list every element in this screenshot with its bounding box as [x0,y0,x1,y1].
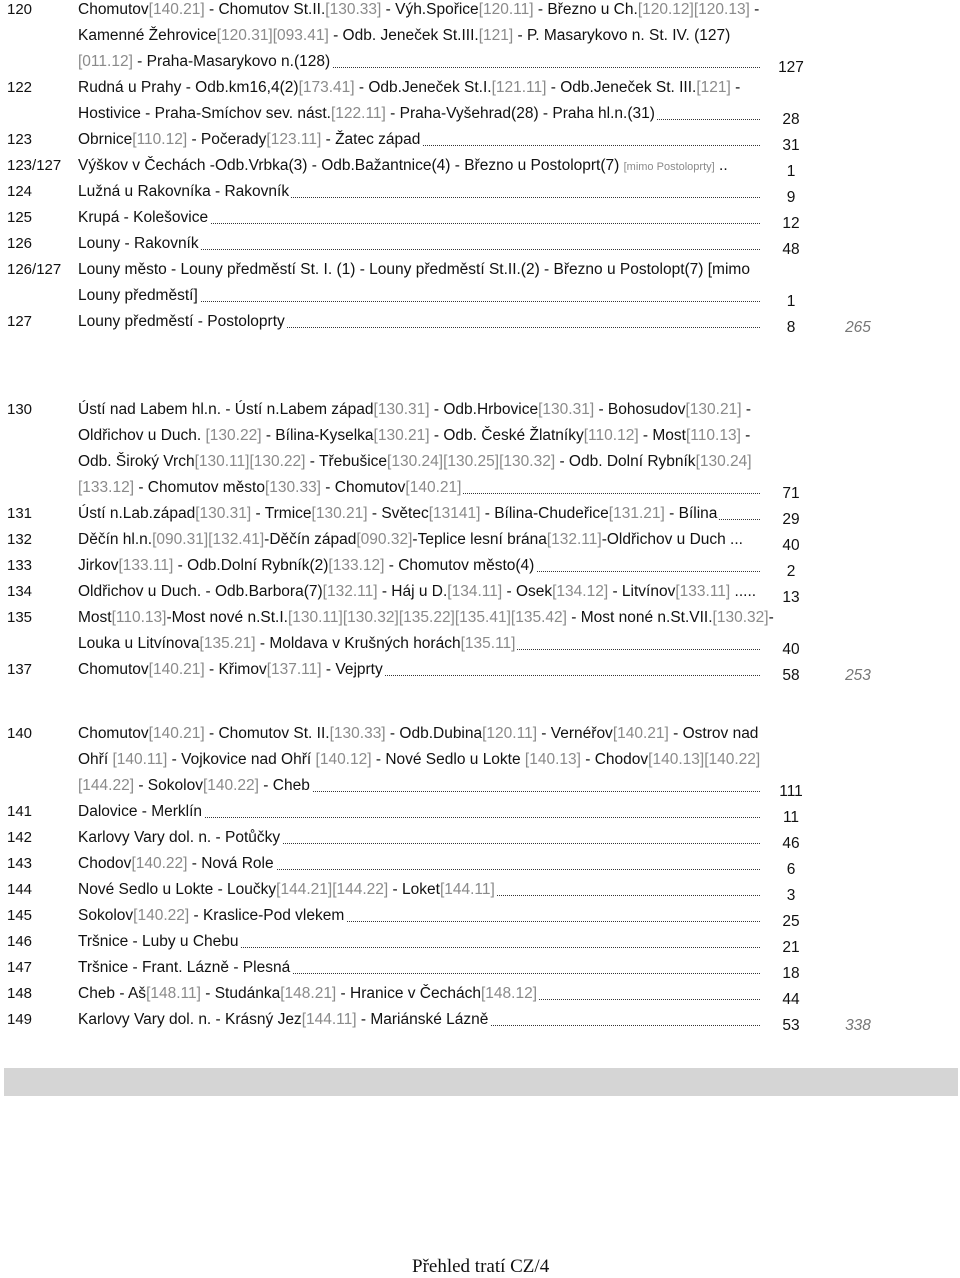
route-count: 12 [782,215,800,232]
route-count: 40 [782,641,800,658]
track-number: 127 [7,313,33,330]
route-count: 8 [786,319,796,336]
route-count: 1 [786,163,796,180]
track-route: Kamenné Žehrovice[120.31][093.41] - Odb. Jeneček St.III.[121] - P. Masarykovo n. St. IV. (127) [78,27,731,44]
route-count: 2 [786,563,796,580]
track-number: 144 [7,881,33,898]
track-route: Louny předměstí - Postoloprty [78,312,760,332]
route-count: 11 [782,809,800,826]
route-count: 29 [782,511,800,528]
route-count: 53 [782,1017,800,1034]
table-row [0,260,960,286]
table-row [0,750,960,776]
table-row [0,312,960,338]
table-row [0,958,960,984]
track-number: 142 [7,829,33,846]
route-count: 18 [782,965,800,982]
track-route: Karlovy Vary dol. n. - Potůčky [78,828,760,848]
table-row [0,634,960,660]
table-row [0,556,960,582]
table-row [0,452,960,478]
route-count: 13 [782,589,800,606]
route-count: 40 [782,537,800,554]
table-row [0,182,960,208]
route-count: 46 [782,835,800,852]
route-count: 127 [778,59,804,76]
table-row [0,208,960,234]
route-count: 21 [782,939,800,956]
track-number: 131 [7,505,33,522]
table-row [0,802,960,828]
table-row [0,234,960,260]
route-count: 3 [786,887,796,904]
track-route: Oldřichov u Duch. - Odb.Barbora(7)[132.11] - Háj u D.[134.11] - Osek[134.12] - Litvínov[133.11] ..... [78,583,757,600]
route-count: 28 [782,111,800,128]
track-route: Tršnice - Frant. Lázně - Plesná [78,958,760,978]
table-row [0,932,960,958]
track-route: Louny předměstí] [78,286,760,306]
track-route: Louny město - Louny předměstí St. I. (1) - Louny předměstí St.II.(2) - Březno u Postolopt(7) [mimo [78,261,750,278]
table-row [0,724,960,750]
track-number: 120 [7,1,33,18]
table-row [0,478,960,504]
track-route: Ohří [140.11] - Vojkovice nad Ohří [140.12] - Nové Sedlo u Lokte [140.13] - Chodov[140.13][140.22] [78,751,761,768]
track-number: 124 [7,183,33,200]
track-number: 141 [7,803,33,820]
track-number: 122 [7,79,33,96]
table-row [0,156,960,182]
track-route: Nové Sedlo u Lokte - Loučky[144.21][144.22] - Loket[144.11] [78,880,760,900]
track-number: 147 [7,959,33,976]
route-count: 44 [782,991,800,1008]
table-row [0,828,960,854]
table-row [0,608,960,634]
section-total: 265 [845,319,871,336]
table-row [0,26,960,52]
track-route: Chomutov[140.21] - Chomutov St. II.[130.33] - Odb.Dubina[120.11] - Vernéřov[140.21] - Ostrov nad [78,725,759,742]
track-number: 125 [7,209,33,226]
table-row [0,854,960,880]
track-route: Ústí nad Labem hl.n. - Ústí n.Labem západ[130.31] - Odb.Hrbovice[130.31] - Bohosudov[130.21] - [78,401,751,418]
route-count: 9 [786,189,796,206]
table-row [0,1010,960,1036]
table-row [0,504,960,530]
route-count: 48 [782,241,800,258]
page-footer: Přehled tratí CZ/4 [412,1256,550,1277]
track-number: 133 [7,557,33,574]
track-route: Chomutov[140.21] - Křimov[137.11] - Vejprty [78,660,760,680]
track-route: Obrnice[110.12] - Počerady[123.11] - Žatec západ [78,130,760,150]
route-count: 71 [782,485,800,502]
table-row [0,984,960,1010]
table-row [0,426,960,452]
table-row [0,130,960,156]
section-total: 253 [845,667,871,684]
table-row [0,880,960,906]
track-number: 132 [7,531,33,548]
table-row [0,776,960,802]
table-row [0,906,960,932]
section-total: 338 [845,1017,871,1034]
track-route: Karlovy Vary dol. n. - Krásný Jez[144.11] - Mariánské Lázně [78,1010,760,1030]
table-row [0,400,960,426]
track-number: 123 [7,131,33,148]
track-number: 137 [7,661,33,678]
track-route: Chodov[140.22] - Nová Role [78,854,760,874]
table-row [0,582,960,608]
table-row [0,52,960,78]
route-count: 25 [782,913,800,930]
track-number: 130 [7,401,33,418]
track-route: Chomutov[140.21] - Chomutov St.II.[130.33] - Výh.Spořice[120.11] - Březno u Ch.[120.12][120.13] - [78,1,760,18]
table-row [0,104,960,130]
track-route: [144.22] - Sokolov[140.22] - Cheb [78,776,760,796]
track-route: Tršnice - Luby u Chebu [78,932,760,952]
route-count: 31 [782,137,800,154]
track-number: 148 [7,985,33,1002]
track-number: 126/127 [7,261,62,278]
track-route: Lužná u Rakovníka - Rakovník [78,182,760,202]
table-row [0,660,960,686]
track-number: 126 [7,235,33,252]
track-route: Ústí n.Lab.západ[130.31] - Trmice[130.21] - Světec[13141] - Bílina-Chudeřice[131.21] - Bílina [78,504,760,524]
track-route: Děčín hl.n.[090.31][132.41]-Děčín západ[090.32]-Teplice lesní brána[132.11]-Oldřichov u Duch ... [78,531,743,548]
track-route: Jirkov[133.11] - Odb.Dolní Rybník(2)[133.12] - Chomutov město(4) [78,556,760,576]
track-route: Oldřichov u Duch. [130.22] - Bílina-Kyselka[130.21] - Odb. České Žlatníky[110.12] - Most[110.13] - [78,427,751,444]
table-row [0,286,960,312]
track-route: Rudná u Prahy - Odb.km16,4(2)[173.41] - Odb.Jeneček St.I.[121.11] - Odb.Jeneček St. III.[121] - [78,79,741,96]
section-divider-bar [4,1068,958,1096]
track-route: [011.12] - Praha-Masarykovo n.(128) [78,52,760,72]
route-count: 1 [786,293,796,310]
track-route: Výškov v Čechách -Odb.Vrbka(3) - Odb.Bažantnice(4) - Březno u Postoloprt(7) [mimo Postoloprty] .. [78,157,728,174]
track-route: Sokolov[140.22] - Kraslice-Pod vlekem [78,906,760,926]
track-route: Louka u Litvínova[135.21] - Moldava v Krušných horách[135.11] [78,634,760,654]
track-number: 140 [7,725,33,742]
track-number: 134 [7,583,33,600]
track-number: 143 [7,855,33,872]
track-route: Louny - Rakovník [78,234,760,254]
track-number: 149 [7,1011,33,1028]
track-route: Krupá - Kolešovice [78,208,760,228]
route-count: 6 [786,861,796,878]
route-count: 111 [779,783,803,800]
track-number: 123/127 [7,157,62,174]
track-number: 146 [7,933,33,950]
track-number: 145 [7,907,33,924]
track-route: Hostivice - Praha-Smíchov sev. nást.[122.11] - Praha-Vyšehrad(28) - Praha hl.n.(31) [78,104,760,124]
track-route: Cheb - Aš[148.11] - Studánka[148.21] - Hranice v Čechách[148.12] [78,984,760,1004]
track-number: 135 [7,609,33,626]
track-route: Odb. Široký Vrch[130.11][130.22] - Třebušice[130.24][130.25][130.32] - Odb. Dolní Rybník[130.24] [78,453,752,470]
table-row [0,78,960,104]
track-route: Most[110.13]-Most nové n.St.I.[130.11][130.32][135.22][135.41][135.42] - Most noné n.St.VII.[130.32]- [78,609,774,626]
track-route: Dalovice - Merklín [78,802,760,822]
table-row [0,0,960,26]
track-route: [133.12] - Chomutov město[130.33] - Chomutov[140.21] [78,478,760,498]
route-count: 58 [782,667,800,684]
table-row [0,530,960,556]
